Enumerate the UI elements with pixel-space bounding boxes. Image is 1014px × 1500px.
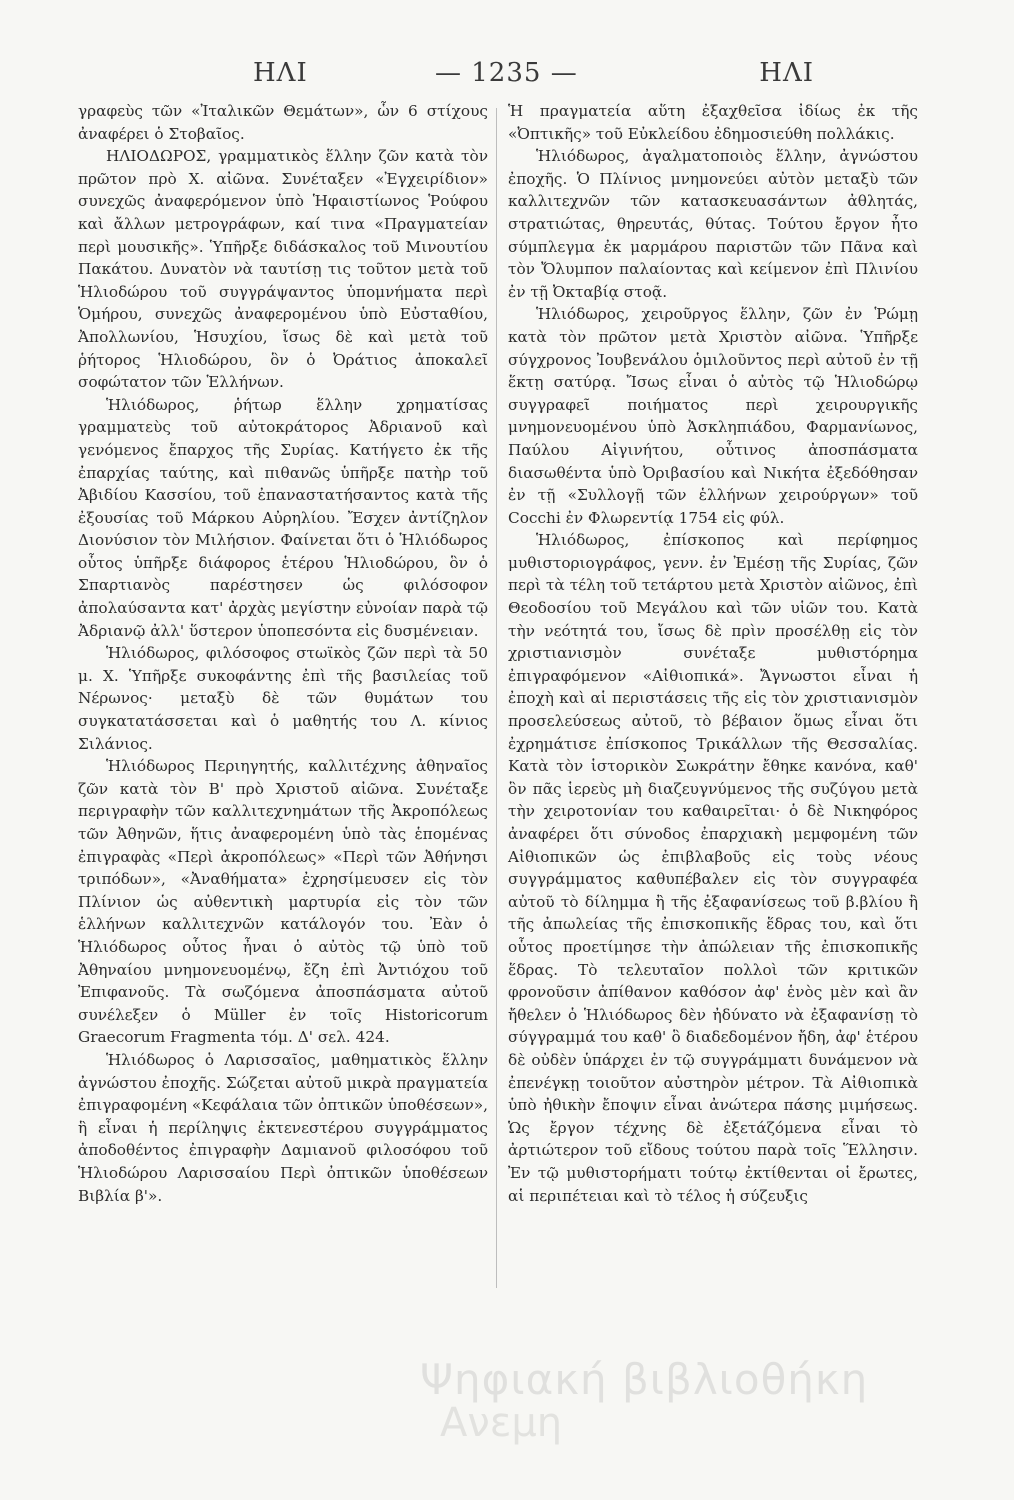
- page-number: — 1235 —: [435, 58, 578, 88]
- watermark-line-1: Ψηφιακή βιβλιοθήκη: [420, 1355, 869, 1404]
- paragraph: Ἡλιόδωρος, ῥήτωρ ἕλλην χρηματίσας γραμματεὺς τοῦ αὐτοκράτορος Ἀδριανοῦ καὶ γενόμενος ἔπαρχος τῆς Συρίας. Κατήγετο ἐκ τῆς ἐπαρχίας ταύτης, καὶ πιθανῶς ὑπῆρξε πατὴρ τοῦ Ἀβιδίου Κασσίου, τοῦ ἐπαναστατήσαντος κατὰ τῆς ἐξουσίας τοῦ Μάρκου Αὐρηλίου. Ἔσχεν ἀντίζηλον Διονύσιον τὸν Μιλήσιον. Φαίνεται ὅτι ὁ Ἡλιόδωρος οὗτος ὑπῆρξε διάφορος ἑτέρου Ἡλιοδώρου, ὃν ὁ Σπαρτιανὸς παρέστησεν ὡς φιλόσοφον ἀπολαύσαντα κατ' ἀρχὰς μεγίστην εὐνοίαν παρὰ τῷ Ἀδριανῷ ἀλλ' ὕστερον ὑποπεσόντα εἰς δυσμένειαν.: [78, 395, 488, 640]
- right-column: [508, 100, 918, 1207]
- paragraph: Ἡ πραγματεία αὕτη ἐξαχθεῖσα ἰδίως ἐκ τῆς «Ὀπτικῆς» τοῦ Εὐκλείδου ἐδημοσιεύθη πολλάκις.: [508, 102, 918, 143]
- paragraph: Ἡλιόδωρος ὁ Λαρισσαῖος, μαθηματικὸς ἕλλην ἀγνώστου ἐποχῆς. Σώζεται αὐτοῦ μικρὰ πραγματεία ἐπιγραφομένη «Κεφάλαια τῶν ὀπτικῶν ὑποθέσεων», ἣ εἶναι ἡ περίληψις ἐκτενεστέρου συγγράμματος ἀποδοθέντος ἐπιγραφὴν Δαμιανοῦ φιλοσόφου τοῦ Ἡλιοδώρου Λαρισσαίου Περὶ ὀπτικῶν ὑποθέσεων Βιβλία β'».: [78, 1050, 488, 1205]
- left-column: [78, 100, 488, 1207]
- paragraph: Ἡλιόδωρος, φιλόσοφος στωϊκὸς ζῶν περὶ τὰ 50 μ. Χ. Ὑπῆρξε συκοφάντης ἐπὶ τῆς βασιλείας τοῦ Νέρωνος· μεταξὺ δὲ τῶν θυμάτων του συγκατατάσσεται καὶ ὁ μαθητής του Λ. κίνιος Σιλάνιος.: [78, 644, 488, 753]
- paragraph: Ἡλιόδωρος, ἀγαλματοποιὸς ἕλλην, ἀγνώστου ἐποχῆς. Ὁ Πλίνιος μνημονεύει αὐτὸν μεταξὺ τῶν καλλιτεχνῶν τῶν κατασκευασάντων ἀθλητάς, στρατιώτας, θηρευτάς, θύτας. Τούτου ἔργον ἦτο σύμπλεγμα ἐκ μαρμάρου παριστῶν τῶν Πᾶνα καὶ τὸν Ὄλυμπον παλαίοντας καὶ κείμενον ἐπὶ Πλινίου ἐν τῇ Ὀκταβίᾳ στοᾷ.: [508, 147, 918, 301]
- header-right-keyword: ΗΛΙ: [759, 58, 814, 88]
- column-divider: [496, 108, 497, 1288]
- page-header: [90, 58, 920, 98]
- paragraph: Ἡλιόδωρος, ἐπίσκοπος καὶ περίφημος μυθιστοριογράφος, γενν. ἐν Ἐμέσῃ τῆς Συρίας, ζῶν περὶ τὰ τέλη τοῦ τετάρτου μετὰ Χριστὸν αἰῶνος, ἐπὶ Θεοδοσίου τοῦ Μεγάλου καὶ τῶν υἱῶν του. Κατὰ τὴν νεότητά του, ἴσως δὲ πρὶν προσέλθῃ εἰς τὸν χριστιανισμὸν συνέταξε μυθιστόρημα ἐπιγραφόμενον «Αἰθιοπικά». Ἄγνωστοι εἶναι ἡ ἐποχὴ καὶ αἱ περιστάσεις τῆς εἰς τὸν χριστιανισμὸν προσελεύσεως αὐτοῦ, τὸ βέβαιον ὅμως εἶναι ὅτι ἐχρημάτισε ἐπίσκοπος Τρικάλλων τῆς Θεσσαλίας. Κατὰ τὸν ἱστορικὸν Σωκράτην ἔθηκε κανόνα, καθ' ὃν πᾶς ἱερεὺς μὴ διαζευγνύμενος τῆς συζύγου μετὰ τὴν χειροτονίαν του καθαιρεῖται· ὁ δὲ Νικηφόρος ἀναφέρει ὅτι σύνοδος ἐπαρχιακὴ μεμφομένη τῶν Αἰθιοπικῶν ὡς ἐπιβλαβοῦς εἰς τοὺς νέους συγγράμματος καθυπέβαλεν εἰς τὸν συγγραφέα αὐτοῦ τὸ δίλημμα ἢ τῆς ἐξαφανίσεως τοῦ β.βλίου ἢ τῆς ἀπωλείας τῆς ἐπισκοπικῆς ἕδρας του, καὶ ὅτι οὗτος προετίμησε τὴν ἀπώλειαν τῆς ἐπισκοπικῆς ἕδρας. Τὸ τελευταῖον πολλοὶ τῶν κριτικῶν φρονοῦσιν ἀπίθανον καθόσον ἀφ' ἑνὸς μὲν καὶ ἂν ἤθελεν ὁ Ἡλιόδωρος δὲν ἠδύνατο νὰ ἐξαφανίσῃ τὸ σύγγραμμά του καθ' ὃ διαδεδομένον ἤδη, ἀφ' ἑτέρου δὲ οὐδὲν ὑπάρχει ἐν τῷ συγγράμματι δυνάμενον νὰ ἐπενέγκῃ τοιοῦτον αὐστηρὸν μέτρον. Τὰ Αἰθιοπικὰ ὑπὸ ἠθικὴν ἔποψιν εἶναι ἀνώτερα πάσης μιμήσεως. Ὡς ἔργον τέχνης δὲ ἐξετάζόμενα εἶναι τὸ ἀρτιώτερον τοῦ εἴδους τούτου παρὰ τοῖς Ἕλλησιν. Ἐν τῷ μυθιστορήματι τούτῳ ἐκτίθενται οἱ ἔρωτες, αἱ περιπέτειαι καὶ τὸ τέλος ἡ σύζευξις: [508, 531, 918, 1205]
- paragraph: ΗΛΙΟΔΩΡΟΣ, γραμματικὸς ἕλλην ζῶν κατὰ τὸν πρῶτον πρὸ Χ. αἰῶνα. Συνέταξεν «Ἐγχειρίδιον» συνεχῶς ἀναφερόμενον ὑπὸ Ἡφαιστίωνος Ῥούφου καὶ ἄλλων μετρογράφων, καί τινα «Πραγματείαν περὶ μουσικῆς». Ὑπῆρξε διδάσκαλος τοῦ Μινουτίου Πακάτου. Δυνατὸν νὰ ταυτίσῃ τις τοῦτον μετὰ τοῦ Ἡλιοδώρου τοῦ συγγράψαντος ὑπομνήματα περὶ Ὁμήρου, συνεχῶς ἀναφερομένου ὑπὸ Εὐσταθίου, Ἀπολλωνίου, Ἡσυχίου, ἴσως δὲ καὶ μετὰ τοῦ ῥήτορος Ἡλιοδώρου, ὃν ὁ Ὀράτιος ἀποκαλεῖ σοφώτατον τῶν Ἑλλήνων.: [78, 147, 488, 392]
- paragraph: Ἡλιόδωρος Περιηγητής, καλλιτέχνης ἀθηναῖος ζῶν κατὰ τὸν Β' πρὸ Χριστοῦ αἰῶνα. Συνέταξε περιγραφὴν τῶν καλλιτεχνημάτων τῆς Ἀκροπόλεως τῶν Ἀθηνῶν, ἥτις ἀναφερομένη ὑπὸ τὰς ἑπομένας ἐπιγραφὰς «Περὶ ἀκροπόλεως» «Περὶ τῶν Ἀθήνησι τριπόδων», «Ἀναθήματα» ἐχρησίμευσεν εἰς τὸν Πλίνιον ὡς αὐθεντικὴ μαρτυρία εἰς τὸν τῶν ἑλλήνων καλλιτεχνῶν κατάλογόν του. Ἐὰν ὁ Ἡλιόδωρος οὗτος ἦναι ὁ αὐτὸς τῷ ὑπὸ τοῦ Ἀθηναίου μνημονευομένῳ, ἔζη ἐπὶ Ἀντιόχου τοῦ Ἐπιφανοῦς. Τὰ σωζόμενα ἀποσπάσματα αὐτοῦ συνέλεξεν ὁ Müller ἐν τοῖς Historicorum Graecorum Fragmenta τόμ. Δ' σελ. 424.: [78, 757, 488, 1047]
- header-left-keyword: ΗΛΙ: [253, 58, 308, 88]
- paragraph: γραφεὺς τῶν «Ἰταλικῶν Θεμάτων», ὧν 6 στίχους ἀναφέρει ὁ Στοβαῖος.: [78, 102, 488, 143]
- watermark-line-2: Ανεμη: [440, 1400, 563, 1446]
- paragraph: Ἡλιόδωρος, χειροῦργος ἕλλην, ζῶν ἐν Ῥώμῃ κατὰ τὸν πρῶτον μετὰ Χριστὸν αἰῶνα. Ὑπῆρξε σύγχρονος Ἰουβενάλου ὁμιλοῦντος περὶ αὐτοῦ ἐν τῇ ἕκτῃ σατύρᾳ. Ἴσως εἶναι ὁ αὐτὸς τῷ Ἡλιοδώρῳ συγγραφεῖ ποιήματος περὶ χειρουργικῆς μνημονευομένου ὑπὸ Ἀσκληπιάδου, Φαρμανίωνος, Παύλου Αἰγινήτου, οὗτινος ἀποσπάσματα διασωθέντα ὑπὸ Ὀριβασίου καὶ Νικήτα ἐξεδόθησαν ἐν τῇ «Συλλογῇ τῶν ἑλλήνων χειρούργων» τοῦ Cocchi ἐν Φλωρεντίᾳ 1754 εἰς φύλ.: [508, 305, 918, 527]
